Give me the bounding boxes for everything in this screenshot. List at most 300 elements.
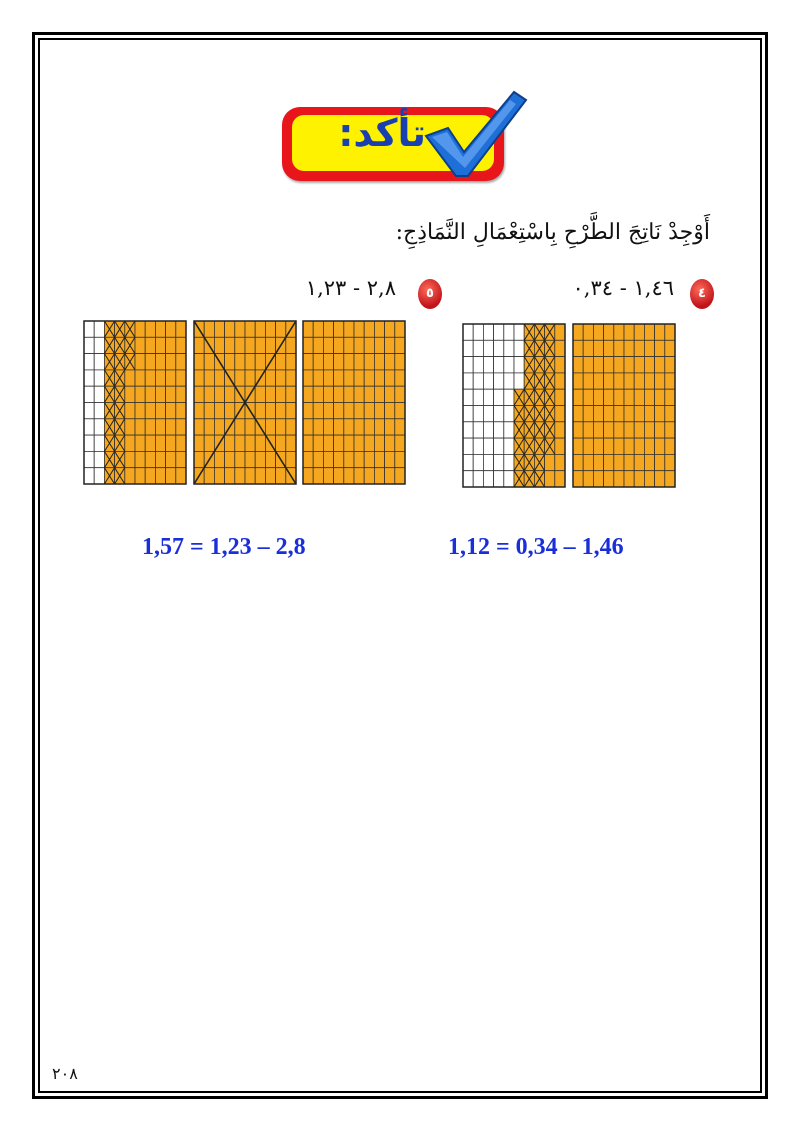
shaded-cell <box>235 451 245 467</box>
shaded-cell <box>354 337 364 353</box>
shaded-cell <box>166 337 176 353</box>
shaded-cell <box>364 435 374 451</box>
shaded-cell <box>665 471 675 487</box>
empty-cell <box>504 324 514 340</box>
instruction-text: أَوْجِدْ نَاتِجَ الطَّرْحِ بِاسْتِعْمَالِ النَّمَاذِجِ: <box>395 220 710 245</box>
shaded-cell <box>583 406 593 422</box>
decimal-grid-model <box>84 321 186 484</box>
shaded-cell <box>644 438 654 454</box>
empty-cell <box>494 454 504 470</box>
empty-cell <box>504 357 514 373</box>
shaded-cell <box>374 403 384 419</box>
shaded-cell <box>395 435 405 451</box>
shaded-cell <box>313 435 323 451</box>
shaded-cell <box>245 337 255 353</box>
shaded-cell <box>583 422 593 438</box>
shaded-cell <box>593 340 603 356</box>
shaded-cell <box>214 370 224 386</box>
shaded-cell <box>344 435 354 451</box>
shaded-cell <box>583 471 593 487</box>
shaded-cell <box>655 454 665 470</box>
shaded-cell <box>665 422 675 438</box>
shaded-cell <box>235 435 245 451</box>
empty-cell <box>514 373 524 389</box>
shaded-cell <box>225 337 235 353</box>
shaded-cell <box>555 389 565 405</box>
shaded-cell <box>624 389 634 405</box>
shaded-cell <box>624 406 634 422</box>
shaded-cell <box>334 403 344 419</box>
shaded-cell <box>334 370 344 386</box>
shaded-cell <box>604 454 614 470</box>
shaded-cell <box>364 386 374 402</box>
shaded-cell <box>624 340 634 356</box>
shaded-cell <box>176 435 186 451</box>
shaded-cell <box>214 403 224 419</box>
shaded-cell <box>364 370 374 386</box>
shaded-cell <box>245 419 255 435</box>
shaded-cell <box>323 321 333 337</box>
empty-cell <box>473 422 483 438</box>
shaded-cell <box>155 451 165 467</box>
shaded-cell <box>573 373 583 389</box>
shaded-cell <box>276 370 286 386</box>
shaded-cell <box>214 321 224 337</box>
shaded-cell <box>176 386 186 402</box>
shaded-cell <box>593 389 603 405</box>
empty-cell <box>483 357 493 373</box>
shaded-cell <box>614 438 624 454</box>
shaded-cell <box>245 451 255 467</box>
shaded-cell <box>655 357 665 373</box>
shaded-cell <box>593 324 603 340</box>
shaded-cell <box>313 386 323 402</box>
shaded-cell <box>166 321 176 337</box>
decimal-grid-model <box>303 321 405 484</box>
shaded-cell <box>655 340 665 356</box>
shaded-cell <box>593 454 603 470</box>
shaded-cell <box>194 435 204 451</box>
shaded-cell <box>604 471 614 487</box>
shaded-cell <box>176 403 186 419</box>
shaded-cell <box>614 471 624 487</box>
empty-cell <box>84 435 94 451</box>
empty-cell <box>84 354 94 370</box>
shaded-cell <box>255 386 265 402</box>
problem-5-badge: ٥ <box>418 279 442 309</box>
shaded-cell <box>634 471 644 487</box>
empty-cell <box>504 406 514 422</box>
shaded-cell <box>265 451 275 467</box>
shaded-cell <box>593 373 603 389</box>
empty-cell <box>94 403 104 419</box>
empty-cell <box>494 340 504 356</box>
shaded-cell <box>573 357 583 373</box>
shaded-cell <box>583 357 593 373</box>
shaded-cell <box>135 337 145 353</box>
page-number: ٢٠٨ <box>52 1064 78 1083</box>
decimal-grid-model <box>463 324 565 487</box>
shaded-cell <box>286 370 296 386</box>
shaded-cell <box>145 403 155 419</box>
problem-4-answer: 1,12 = 0,34 – 1,46 <box>448 534 624 560</box>
shaded-cell <box>634 324 644 340</box>
empty-cell <box>84 386 94 402</box>
shaded-cell <box>374 337 384 353</box>
shaded-cell <box>624 324 634 340</box>
shaded-cell <box>644 357 654 373</box>
shaded-cell <box>395 468 405 484</box>
shaded-cell <box>135 403 145 419</box>
shaded-cell <box>344 403 354 419</box>
problem-4-expression: ١,٤٦ - ٠,٣٤ <box>572 276 674 300</box>
shaded-cell <box>145 451 155 467</box>
shaded-cell <box>395 321 405 337</box>
shaded-cell <box>245 435 255 451</box>
empty-cell <box>84 337 94 353</box>
shaded-cell <box>583 389 593 405</box>
shaded-cell <box>573 454 583 470</box>
shaded-cell <box>265 468 275 484</box>
shaded-cell <box>286 354 296 370</box>
shaded-cell <box>665 454 675 470</box>
shaded-cell <box>334 451 344 467</box>
empty-cell <box>483 406 493 422</box>
shaded-cell <box>573 340 583 356</box>
shaded-cell <box>145 468 155 484</box>
shaded-cell <box>364 451 374 467</box>
shaded-cell <box>583 438 593 454</box>
shaded-cell <box>204 403 214 419</box>
shaded-cell <box>655 324 665 340</box>
shaded-cell <box>276 403 286 419</box>
shaded-cell <box>634 422 644 438</box>
shaded-cell <box>225 451 235 467</box>
shaded-cell <box>303 419 313 435</box>
shaded-cell <box>245 468 255 484</box>
shaded-cell <box>614 324 624 340</box>
empty-cell <box>483 454 493 470</box>
shaded-cell <box>166 435 176 451</box>
shaded-cell <box>614 406 624 422</box>
shaded-cell <box>344 468 354 484</box>
empty-cell <box>483 389 493 405</box>
shaded-cell <box>225 354 235 370</box>
empty-cell <box>494 357 504 373</box>
shaded-cell <box>125 468 135 484</box>
shaded-cell <box>135 435 145 451</box>
shaded-cell <box>374 354 384 370</box>
shaded-cell <box>385 468 395 484</box>
shaded-cell <box>303 354 313 370</box>
shaded-cell <box>225 468 235 484</box>
shaded-cell <box>354 321 364 337</box>
shaded-cell <box>323 419 333 435</box>
shaded-cell <box>204 321 214 337</box>
shaded-cell <box>135 468 145 484</box>
shaded-cell <box>176 337 186 353</box>
empty-cell <box>494 471 504 487</box>
shaded-cell <box>166 354 176 370</box>
shaded-cell <box>125 403 135 419</box>
shaded-cell <box>313 354 323 370</box>
shaded-cell <box>135 370 145 386</box>
shaded-cell <box>255 321 265 337</box>
shaded-cell <box>624 438 634 454</box>
shaded-cell <box>166 370 176 386</box>
shaded-cell <box>286 435 296 451</box>
shaded-cell <box>644 454 654 470</box>
shaded-cell <box>235 321 245 337</box>
empty-cell <box>483 373 493 389</box>
problem-5-answer: 1,57 = 1,23 – 2,8 <box>142 534 306 560</box>
empty-cell <box>504 373 514 389</box>
shaded-cell <box>364 403 374 419</box>
shaded-cell <box>555 454 565 470</box>
shaded-cell <box>644 471 654 487</box>
shaded-cell <box>374 468 384 484</box>
shaded-cell <box>255 468 265 484</box>
shaded-cell <box>644 389 654 405</box>
shaded-cell <box>155 354 165 370</box>
shaded-cell <box>374 435 384 451</box>
shaded-cell <box>286 451 296 467</box>
shaded-cell <box>255 435 265 451</box>
empty-cell <box>473 340 483 356</box>
shaded-cell <box>235 419 245 435</box>
shaded-cell <box>644 340 654 356</box>
empty-cell <box>94 354 104 370</box>
shaded-cell <box>614 454 624 470</box>
shaded-cell <box>276 435 286 451</box>
shaded-cell <box>354 403 364 419</box>
shaded-cell <box>155 435 165 451</box>
shaded-cell <box>145 354 155 370</box>
checkmark-icon <box>418 88 528 180</box>
shaded-cell <box>395 386 405 402</box>
shaded-cell <box>176 354 186 370</box>
shaded-cell <box>344 451 354 467</box>
shaded-cell <box>395 337 405 353</box>
shaded-cell <box>176 419 186 435</box>
shaded-cell <box>583 454 593 470</box>
shaded-cell <box>303 321 313 337</box>
shaded-cell <box>604 422 614 438</box>
shaded-cell <box>604 357 614 373</box>
shaded-cell <box>214 386 224 402</box>
shaded-cell <box>166 468 176 484</box>
shaded-cell <box>323 435 333 451</box>
shaded-cell <box>555 340 565 356</box>
empty-cell <box>463 422 473 438</box>
shaded-cell <box>385 354 395 370</box>
shaded-cell <box>204 419 214 435</box>
empty-cell <box>84 321 94 337</box>
shaded-cell <box>655 438 665 454</box>
empty-cell <box>473 454 483 470</box>
shaded-cell <box>155 370 165 386</box>
shaded-cell <box>265 337 275 353</box>
empty-cell <box>473 357 483 373</box>
shaded-cell <box>644 406 654 422</box>
shaded-cell <box>334 435 344 451</box>
shaded-cell <box>155 419 165 435</box>
shaded-cell <box>276 468 286 484</box>
empty-cell <box>494 438 504 454</box>
shaded-cell <box>135 419 145 435</box>
shaded-cell <box>155 403 165 419</box>
shaded-cell <box>593 422 603 438</box>
decimal-grid-model <box>573 324 675 487</box>
shaded-cell <box>385 321 395 337</box>
empty-cell <box>494 406 504 422</box>
empty-cell <box>84 468 94 484</box>
shaded-cell <box>385 386 395 402</box>
shaded-cell <box>634 438 644 454</box>
shaded-cell <box>634 389 644 405</box>
shaded-cell <box>614 340 624 356</box>
shaded-cell <box>644 373 654 389</box>
shaded-cell <box>265 403 275 419</box>
shaded-cell <box>125 451 135 467</box>
empty-cell <box>483 438 493 454</box>
shaded-cell <box>385 419 395 435</box>
shaded-cell <box>604 438 614 454</box>
shaded-cell <box>354 386 364 402</box>
shaded-cell <box>303 435 313 451</box>
shaded-cell <box>354 451 364 467</box>
shaded-cell <box>354 370 364 386</box>
shaded-cell <box>354 468 364 484</box>
shaded-cell <box>354 419 364 435</box>
shaded-cell <box>323 354 333 370</box>
shaded-cell <box>194 337 204 353</box>
shaded-cell <box>303 468 313 484</box>
page-border-inner <box>38 38 762 1093</box>
shaded-cell <box>334 337 344 353</box>
empty-cell <box>94 370 104 386</box>
empty-cell <box>463 324 473 340</box>
shaded-cell <box>135 354 145 370</box>
shaded-cell <box>395 419 405 435</box>
empty-cell <box>94 435 104 451</box>
shaded-cell <box>225 435 235 451</box>
empty-cell <box>463 454 473 470</box>
shaded-cell <box>344 370 354 386</box>
shaded-cell <box>573 324 583 340</box>
empty-cell <box>463 471 473 487</box>
shaded-cell <box>276 354 286 370</box>
empty-cell <box>94 419 104 435</box>
shaded-cell <box>286 337 296 353</box>
shaded-cell <box>235 337 245 353</box>
shaded-cell <box>265 370 275 386</box>
shaded-cell <box>313 321 323 337</box>
empty-cell <box>463 373 473 389</box>
shaded-cell <box>323 337 333 353</box>
shaded-cell <box>334 386 344 402</box>
shaded-cell <box>614 389 624 405</box>
shaded-cell <box>385 370 395 386</box>
empty-cell <box>473 471 483 487</box>
shaded-cell <box>176 321 186 337</box>
shaded-cell <box>344 386 354 402</box>
shaded-cell <box>374 451 384 467</box>
shaded-cell <box>125 435 135 451</box>
shaded-cell <box>385 451 395 467</box>
shaded-cell <box>655 406 665 422</box>
shaded-cell <box>555 406 565 422</box>
shaded-cell <box>255 403 265 419</box>
shaded-cell <box>276 321 286 337</box>
shaded-cell <box>155 321 165 337</box>
shaded-cell <box>204 468 214 484</box>
shaded-cell <box>555 471 565 487</box>
empty-cell <box>504 389 514 405</box>
shaded-cell <box>655 389 665 405</box>
shaded-cell <box>245 321 255 337</box>
empty-cell <box>84 451 94 467</box>
shaded-cell <box>634 454 644 470</box>
shaded-cell <box>395 370 405 386</box>
shaded-cell <box>573 406 583 422</box>
shaded-cell <box>354 354 364 370</box>
empty-cell <box>473 389 483 405</box>
empty-cell <box>494 373 504 389</box>
shaded-cell <box>573 422 583 438</box>
shaded-cell <box>593 406 603 422</box>
empty-cell <box>94 337 104 353</box>
shaded-cell <box>276 419 286 435</box>
shaded-cell <box>323 386 333 402</box>
shaded-cell <box>204 435 214 451</box>
shaded-cell <box>214 451 224 467</box>
shaded-cell <box>374 370 384 386</box>
header-title: تأكد: <box>338 111 426 155</box>
empty-cell <box>463 438 473 454</box>
shaded-cell <box>374 419 384 435</box>
shaded-cell <box>194 451 204 467</box>
shaded-cell <box>634 357 644 373</box>
shaded-cell <box>125 386 135 402</box>
shaded-cell <box>555 357 565 373</box>
shaded-cell <box>204 370 214 386</box>
shaded-cell <box>604 324 614 340</box>
empty-cell <box>483 422 493 438</box>
shaded-cell <box>344 354 354 370</box>
shaded-cell <box>583 340 593 356</box>
empty-cell <box>94 386 104 402</box>
shaded-cell <box>313 337 323 353</box>
shaded-cell <box>135 321 145 337</box>
shaded-cell <box>313 451 323 467</box>
shaded-cell <box>145 321 155 337</box>
shaded-cell <box>354 435 364 451</box>
shaded-cell <box>194 386 204 402</box>
empty-cell <box>514 357 524 373</box>
shaded-cell <box>364 354 374 370</box>
shaded-cell <box>155 386 165 402</box>
shaded-cell <box>176 370 186 386</box>
shaded-cell <box>604 406 614 422</box>
shaded-cell <box>344 337 354 353</box>
shaded-cell <box>573 438 583 454</box>
shaded-cell <box>395 451 405 467</box>
shaded-cell <box>614 422 624 438</box>
shaded-cell <box>573 471 583 487</box>
shaded-cell <box>204 354 214 370</box>
shaded-cell <box>214 419 224 435</box>
